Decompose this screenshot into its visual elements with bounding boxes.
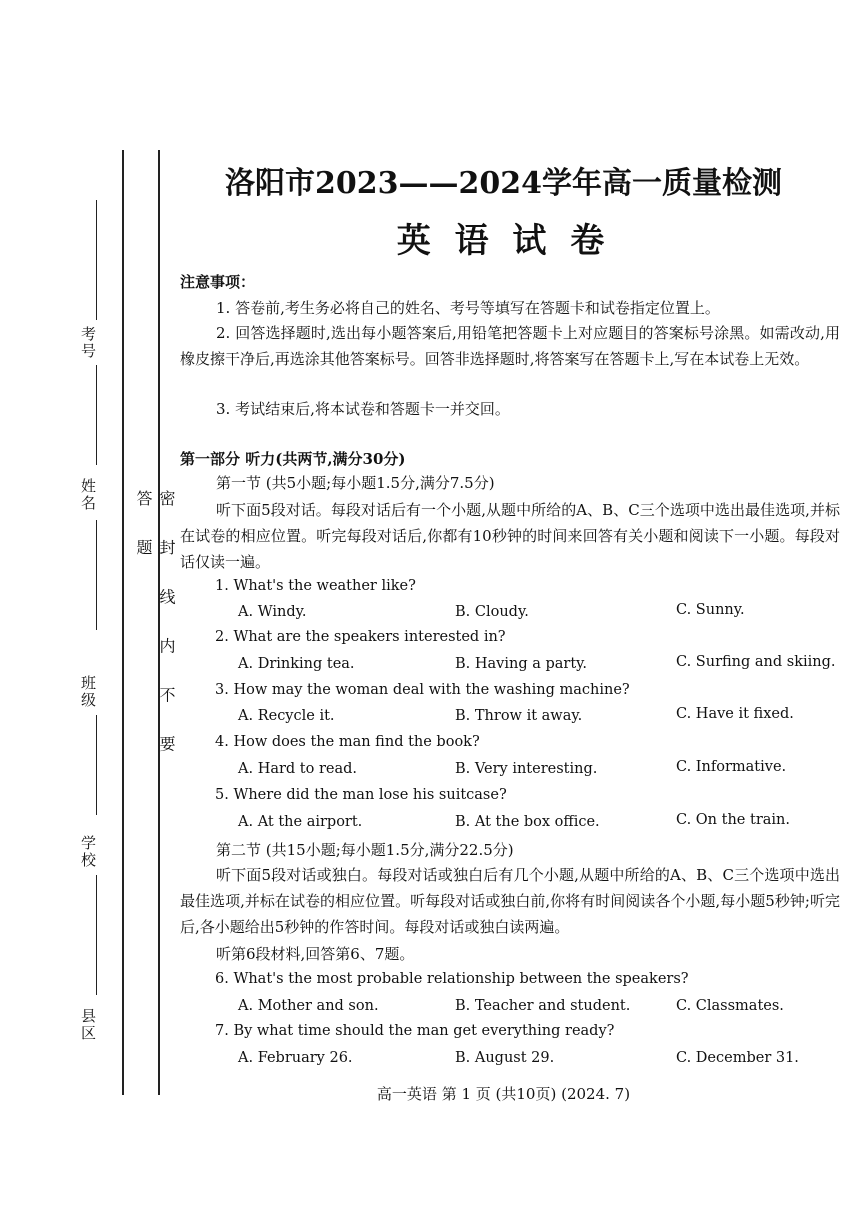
margin-line-outer (122, 150, 124, 1095)
section2-heading: 第二节 (共15小题;每小题1.5分,满分22.5分) (216, 841, 514, 859)
notice-heading: 注意事项： (180, 273, 256, 291)
page-footer: 高一英语 第 1 页 (共10页) (2024. 7) (376, 1085, 631, 1103)
section1-instructions: 听下面5段对话。每段对话后有一个小题,从题中所给的A、B、C三个选项中选出最佳选项,并标在试卷的相应位置。听完每段对话后,你都有10秒钟的时间来回答有关小题和阅读下一小题。每段对话仅读一遍。 (180, 501, 840, 571)
section2-instructions: 听下面5段对话或独白。每段对话或独白后有几个小题,从题中所给的A、B、C三个选项中选出最佳选项,并标在试卷的相应位置。听每段对话或独白前,你将有时间阅读各个小题,每小题5秒钟;听完后,各小题给出5秒钟的作答时间。每段对话或独白读两遍。 (180, 866, 840, 936)
section1-heading: 第一节 (共5小题;每小题1.5分,满分7.5分) (216, 474, 495, 492)
material-6: 听第6段材料,回答第6、7题。 (216, 945, 415, 963)
part1-heading: 第一部分 听力(共两节,满分30分) (180, 450, 406, 468)
page-subtitle: 英 语 试 卷 (396, 221, 611, 261)
seal-text: 密 封 线 内 不 要 答 题 (134, 490, 176, 766)
notice-item-3: 3. 考试结束后,将本试卷和答题卡一并交回。 (216, 400, 510, 418)
notice-item-2: 2. 回答选择题时,选出每小题答案后,用铅笔把答题卡上对应题目的答案标号涂黑。如需改动,用橡皮擦干净后,再选涂其他答案标号。回答非选择题时,将答案写在答题卡上,写在本试卷上无效。 (180, 324, 840, 368)
notice-item-1: 1. 答卷前,考生务必将自己的姓名、考号等填写在答题卡和试卷指定位置上。 (216, 299, 720, 317)
page-title: 洛阳市2023——2024学年高一质量检测 (225, 166, 782, 201)
